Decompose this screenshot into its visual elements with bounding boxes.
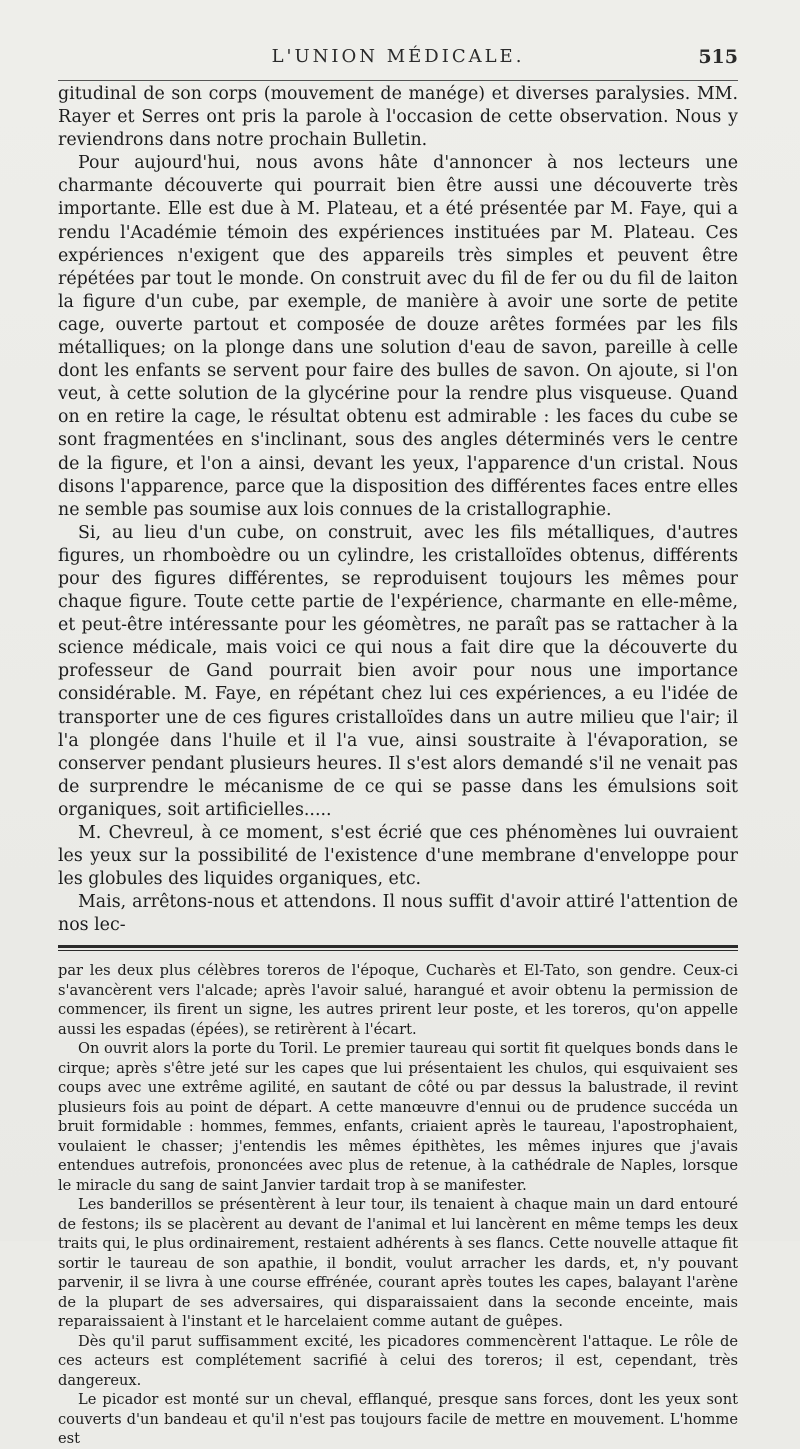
feuilleton-paragraph: Les banderillos se présentèrent à leur tour, ils tenaient à chaque main un dard entouré de festons; ils se placèrent au devant de l'animal et lui lancèrent en même temps les deux traits qui, le plus ordinairement, restaient adhérents à ses flancs. Cette nouvelle attaque fit sortir le taureau de son apathie, il bondit, voulut arracher les dards, et, n'y pouvant parvenir, il se livra à une course effrénée, courant après toutes les capes, balayant l'arène de la plupart de ses adversaires, qui disparaissaient dans la seconde enceinte, mais reparaissaient à l'instant et le harcelaient comme autant de guêpes. (58, 1196, 738, 1331)
article-paragraph: M. Chevreul, à ce moment, s'est écrié que ces phénomènes lui ouvraient les yeux sur la possibilité de l'existence d'une membrane d'enveloppe pour les globules des liquides organiques, etc. (58, 823, 738, 890)
feuilleton-paragraph: On ouvrit alors la porte du Toril. Le premier taureau qui sortit fit quelques bonds dans le cirque; après s'être jeté sur les capes que lui présentaient les chulos, qui esquivaient ses coups avec une extrême agilité, en sautant de côté ou par dessus la balustrade, il revint plusieurs fois au point de départ. A cette manœuvre d'ennui ou de prudence succéda un bruit formidable : hommes, femmes, enfants, criaient après le taureau, l'apostrophaient, voulaient le chasser; j'entendis les mêmes épithètes, les mêmes injures que j'avais entendues autrefois, prononcées avec plus de retenue, à la cathédrale de Naples, lorsque le miracle du sang de saint Janvier tardait trop à se manifester. (58, 1040, 738, 1194)
article-paragraph: Si, au lieu d'un cube, on construit, avec les fils métalliques, d'autres figures, un rhomboèdre ou un cylindre, les cristalloïdes obtenus, différents pour des figures différentes, se reproduisent toujours les mêmes pour chaque figure. Toute cette partie de l'expérience, charmante en elle-même, et peut-être intéressante pour les géomètres, ne paraît pas se rattacher à la science médicale, mais voici ce qui nous a fait dire que la découverte du professeur de Gand pourrait bien avoir pour nous une importance considérable. M. Faye, en répétant chez lui ces expériences, a eu l'idée de transporter une de ces figures cristalloïdes dans un autre milieu que l'air; il l'a plongée dans l'huile et il l'a vue, ainsi soustraite à l'évaporation, se conserver pendant plusieurs heures. Il s'est alors demandé s'il ne venait pas de surprendre le mécanisme de ce qui se passe dans les émulsions soit organiques, soit artificielles..... (58, 522, 738, 820)
article-paragraph: gitudinal de son corps (mouvement de manége) et diverses paralysies. MM. Rayer et Serres ont pris la parole à l'occasion de cette observation. Nous y reviendrons dans notre prochain Bulletin. (58, 84, 738, 151)
feuilleton-separator (58, 945, 738, 951)
article-paragraph: Pour aujourd'hui, nous avons hâte d'annoncer à nos lecteurs une charmante découverte qui pourrait bien être aussi une découverte très importante. Elle est due à M. Plateau, et a été présentée par M. Faye, qui a rendu l'Académie témoin des expériences instituées par M. Plateau. Ces expériences n'exigent que des appareils très simples et peuvent être répétées par tout le monde. On construit avec du fil de fer ou du fil de laiton la figure d'un cube, par exemple, de manière à avoir une sorte de petite cage, ouverte partout et composée de douze arêtes formées par les fils métalliques; on la plonge dans une solution d'eau de savon, pareille à celle dont les enfants se servent pour faire des bulles de savon. On ajoute, si l'on veut, à cette solution de la glycérine pour la rendre plus visqueuse. Quand on en retire la cage, le résultat obtenu est admirable : les faces du cube se sont fragmentées en s'inclinant, sous des angles déterminés vers le centre de la figure, et l'on a ainsi, devant les yeux, l'apparence d'un cristal. Nous disons l'apparence, parce que la disposition des différentes faces entre elles ne semble pas soumise aux lois connues de la cristallographie. (58, 153, 738, 520)
header-rule (58, 80, 738, 81)
feuilleton-paragraph: par les deux plus célèbres toreros de l'époque, Cucharès et El-Tato, son gendre. Ceux-ci s'avancèrent vers l'alcade; après l'avoir salué, harangué et avoir obtenu la permission de commencer, ils firent un signe, les autres prirent leur poste, et les toreros, qu'on appelle aussi les espadas (épées), se retirèrent à l'écart. (58, 962, 738, 1038)
main-article (58, 83, 738, 937)
article-paragraph: Mais, arrêtons-nous et attendons. Il nous suffit d'avoir attiré l'attention de nos lec- (58, 892, 738, 936)
feuilleton-paragraph: Le picador est monté sur un cheval, efflanqué, presque sans forces, dont les yeux sont couverts d'un bandeau et qu'il n'est pas toujours facile de mettre en mouvement. L'homme est (58, 1391, 738, 1448)
page-number: 515 (698, 46, 738, 68)
feuilleton-section (58, 961, 738, 1449)
journal-title: L'UNION MÉDICALE. (271, 46, 525, 67)
feuilleton-paragraph: Dès qu'il parut suffisamment excité, les picadores commencèrent l'attaque. Le rôle de ces acteurs est complétement sacrifié à celui des toreros; il est, cependant, très dangereux. (58, 1332, 738, 1389)
page-header (58, 46, 738, 76)
